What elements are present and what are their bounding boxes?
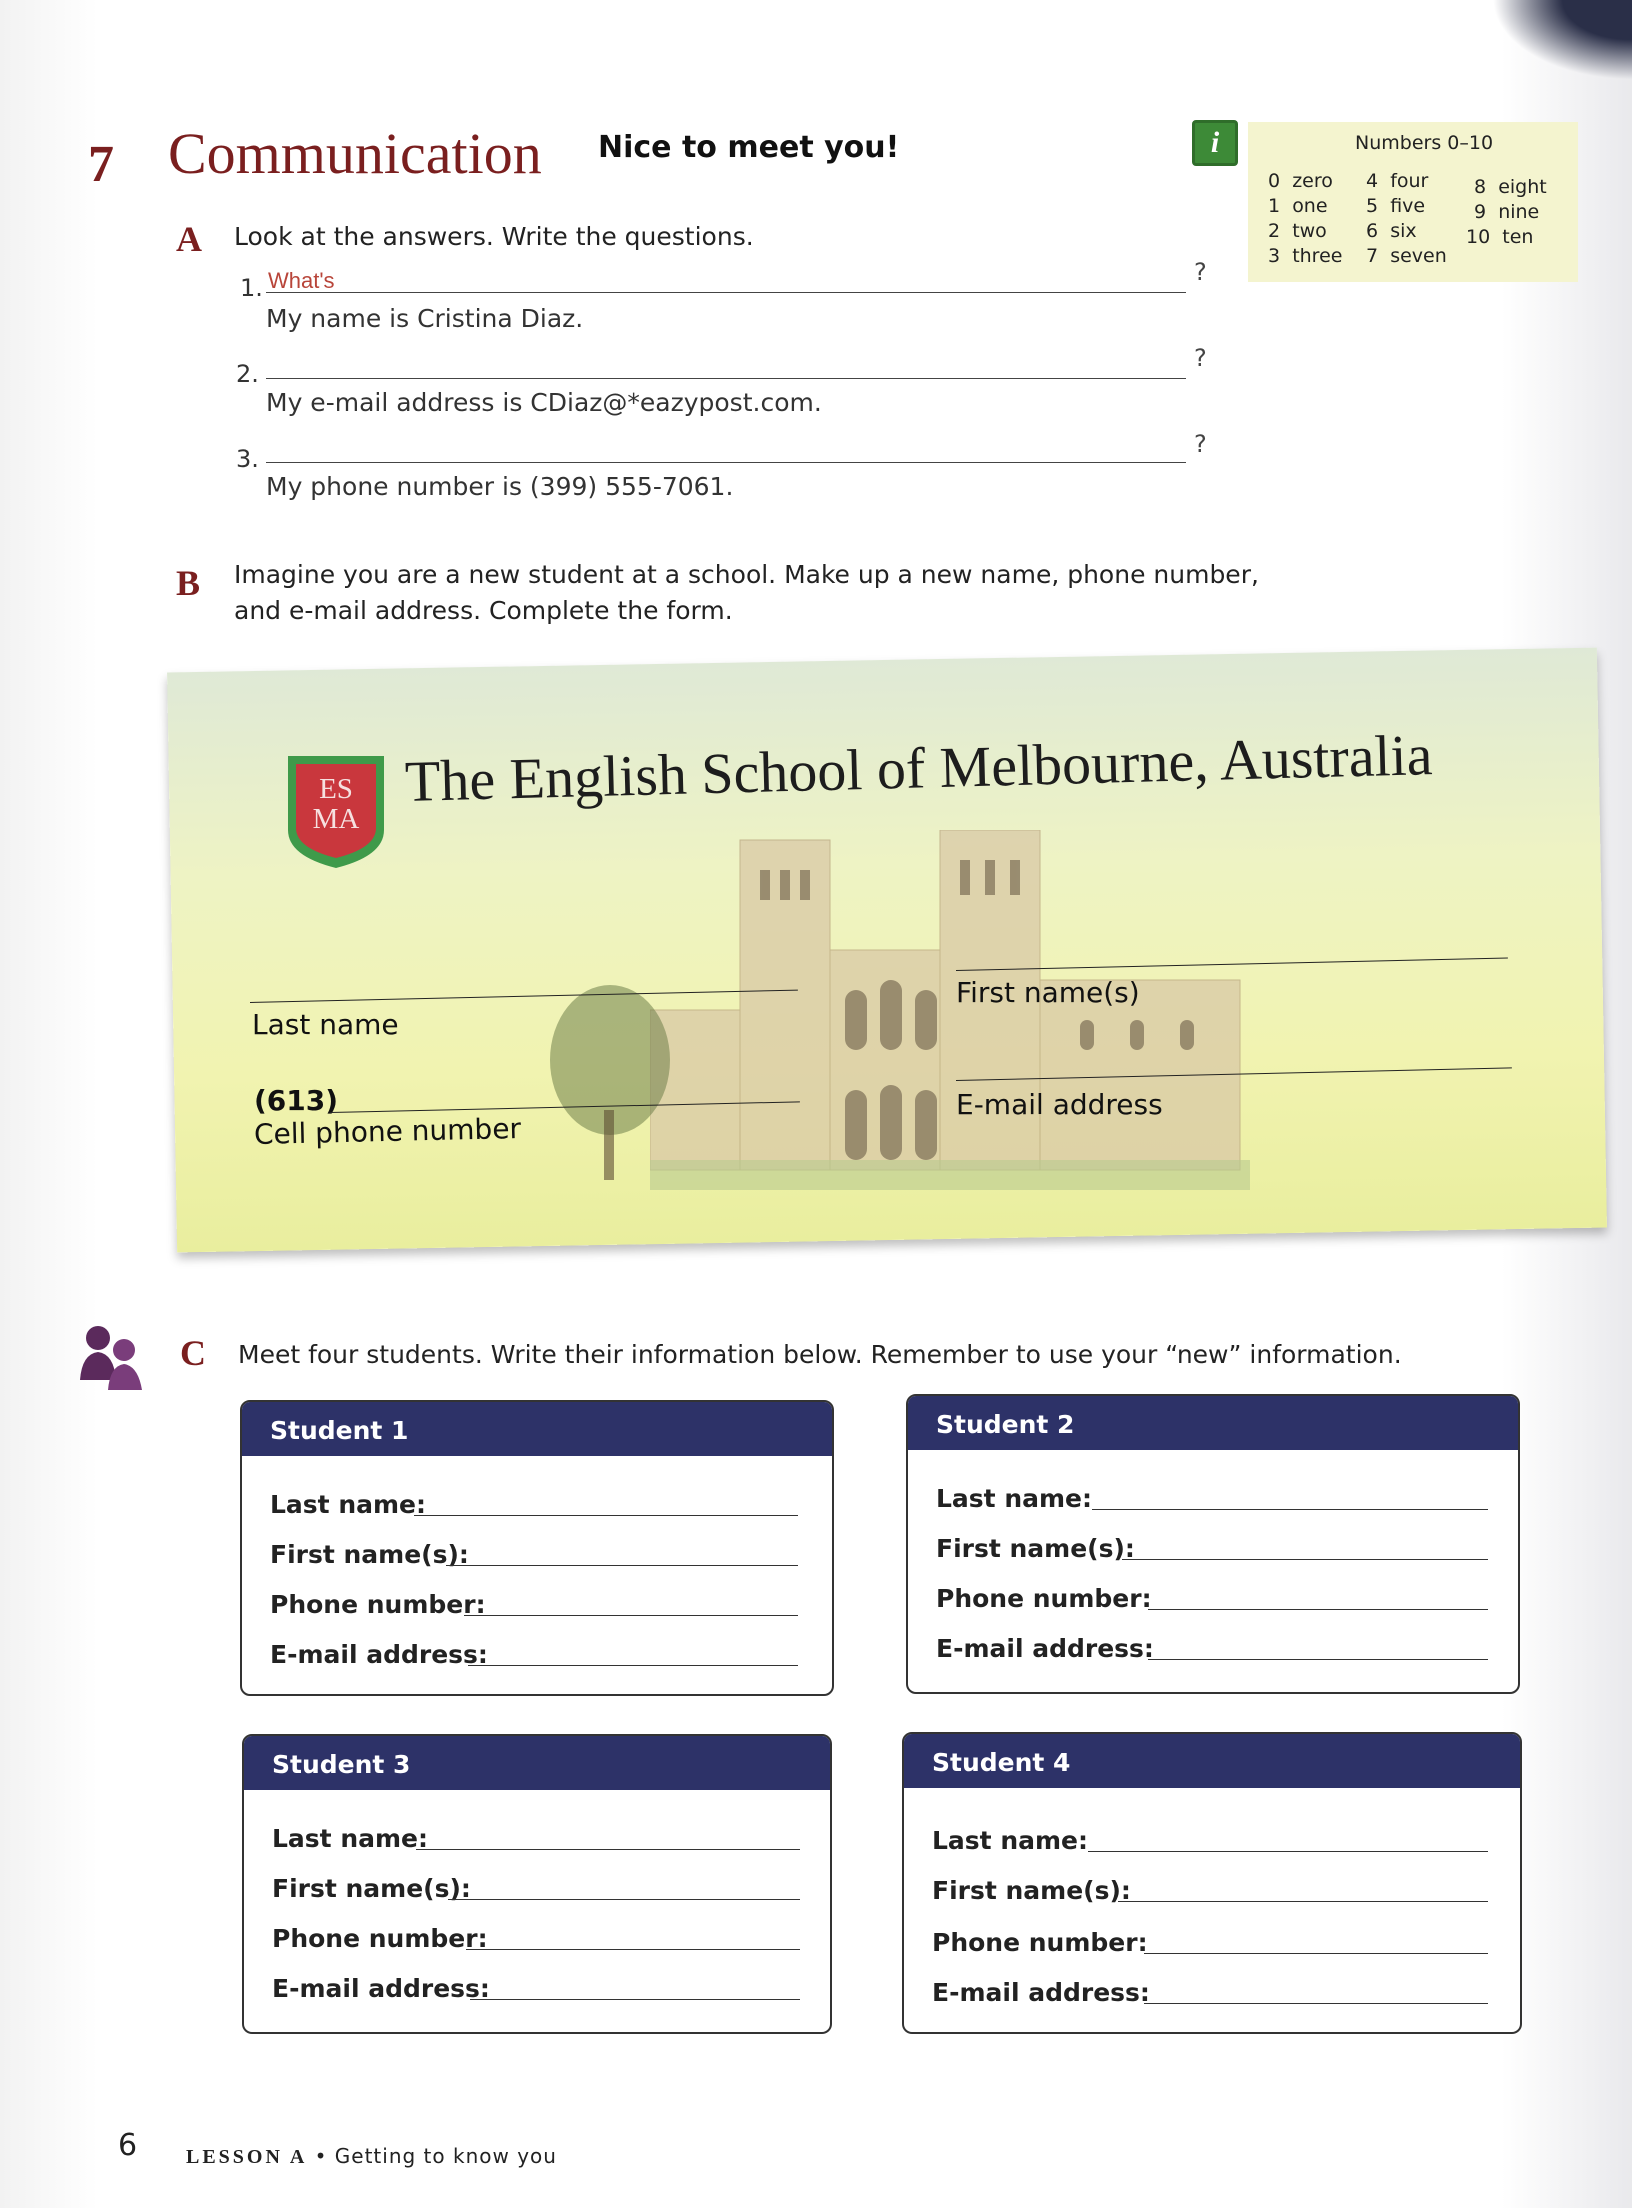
student-card-1: [240, 1400, 834, 1696]
answer-text: My name is Cristina Diaz.: [266, 304, 584, 333]
pair-work-icon: [76, 1320, 146, 1392]
question-number: 2.: [236, 360, 259, 388]
student-card-2: [906, 1394, 1520, 1694]
page-corner-shadow: [1492, 0, 1632, 80]
field-label: E-mail address:: [270, 1640, 488, 1669]
page-number: 6: [118, 2128, 138, 2163]
section-number: 7: [88, 136, 114, 193]
number-item: 4 four: [1366, 170, 1429, 192]
field-label: Phone number:: [936, 1584, 1152, 1613]
school-building-illustration: [650, 830, 1250, 1190]
footer-lesson: LESSON A: [186, 2146, 308, 2168]
part-c-letter: C: [180, 1333, 206, 1373]
field-label: Last name:: [272, 1824, 429, 1853]
school-logo-text: ES MA: [312, 773, 360, 835]
field-label: Phone number:: [270, 1590, 486, 1619]
field-label: Phone number:: [932, 1928, 1148, 1957]
question-line[interactable]: [266, 292, 1186, 293]
student-card-4: [902, 1732, 1522, 2034]
last-name-line[interactable]: [416, 1849, 800, 1850]
student-card-header: Student 3: [244, 1736, 830, 1790]
first-name-line[interactable]: [1118, 1901, 1488, 1902]
part-c-instruction: Meet four students. Write their information below. Remember to use your “new” information.: [238, 1340, 1402, 1369]
last-name-line[interactable]: [1088, 1851, 1488, 1852]
number-item: 9 nine: [1474, 201, 1540, 223]
question-mark: ?: [1194, 344, 1207, 372]
field-label: First name(s):: [932, 1876, 1131, 1905]
question-mark: ?: [1194, 430, 1207, 458]
email-line[interactable]: [1148, 1659, 1488, 1660]
phone-line[interactable]: [1148, 1609, 1488, 1610]
part-b-instruction-line1: Imagine you are a new student at a school. Make up a new name, phone number,: [234, 560, 1259, 589]
email-line[interactable]: [468, 1665, 798, 1666]
phone-line[interactable]: [1144, 1953, 1488, 1954]
area-code: (613): [254, 1084, 339, 1117]
student-card-header: Student 4: [904, 1734, 1520, 1788]
phone-line[interactable]: [464, 1615, 798, 1616]
last-name-line[interactable]: [414, 1515, 798, 1516]
section-title: Communication: [168, 121, 542, 186]
question-mark: ?: [1194, 258, 1207, 286]
field-label: E-mail address:: [272, 1974, 490, 2003]
field-label: First name(s):: [270, 1540, 469, 1569]
first-name-line[interactable]: [1122, 1559, 1488, 1560]
footer-topic: Getting to know you: [334, 2144, 557, 2168]
email-line[interactable]: [1144, 2003, 1488, 2004]
number-item: 10 ten: [1466, 226, 1534, 248]
tree-illustration: [540, 980, 680, 1180]
written-answer: What's: [268, 268, 335, 293]
email-label: E-mail address: [956, 1088, 1163, 1121]
student-card-header: Student 2: [908, 1396, 1518, 1450]
phone-line[interactable]: [466, 1949, 800, 1950]
last-name-line[interactable]: [1092, 1509, 1488, 1510]
number-item: 3 three: [1268, 245, 1343, 267]
field-label: Last name:: [936, 1484, 1093, 1513]
first-name-line[interactable]: [446, 1565, 798, 1566]
question-number: 3.: [236, 445, 259, 473]
info-box-title: Numbers 0–10: [1355, 132, 1494, 154]
part-a-instruction: Look at the answers. Write the questions.: [234, 222, 754, 251]
field-label: Last name:: [270, 1490, 427, 1519]
footer-bullet: •: [314, 2144, 328, 2168]
number-item: 0 zero: [1268, 170, 1333, 192]
field-label: Phone number:: [272, 1924, 488, 1953]
number-item: 1 one: [1268, 195, 1328, 217]
number-item: 7 seven: [1366, 245, 1447, 267]
student-card-header: Student 1: [242, 1402, 832, 1456]
part-b-letter: B: [176, 563, 201, 603]
field-label: E-mail address:: [932, 1978, 1150, 2007]
section-subtitle: Nice to meet you!: [598, 130, 900, 165]
question-line[interactable]: [266, 378, 1186, 379]
answer-text: My phone number is (399) 555-7061.: [266, 472, 734, 501]
answer-text: My e-mail address is CDiaz@*eazypost.com.: [266, 388, 822, 417]
field-label: First name(s):: [272, 1874, 471, 1903]
field-label: E-mail address:: [936, 1634, 1154, 1663]
question-line[interactable]: [266, 462, 1186, 463]
school-name: The English School of Melbourne, Australia: [404, 722, 1434, 814]
field-label: First name(s):: [936, 1534, 1135, 1563]
info-icon: i: [1192, 120, 1238, 166]
first-name-label: First name(s): [956, 976, 1140, 1009]
field-label: Last name:: [932, 1826, 1089, 1855]
number-item: 8 eight: [1474, 176, 1547, 198]
part-a-letter: A: [176, 219, 202, 259]
question-number: 1.: [240, 274, 263, 302]
email-line[interactable]: [470, 1999, 800, 2000]
first-name-line[interactable]: [448, 1899, 800, 1900]
number-item: 6 six: [1366, 220, 1417, 242]
number-item: 5 five: [1366, 195, 1426, 217]
part-b-instruction-line2: and e-mail address. Complete the form.: [234, 596, 733, 625]
number-item: 2 two: [1268, 220, 1327, 242]
student-card-3: [242, 1734, 832, 2034]
page-footer: [186, 2144, 557, 2169]
last-name-label: Last name: [252, 1008, 399, 1041]
cell-phone-label: Cell phone number: [253, 1111, 522, 1151]
